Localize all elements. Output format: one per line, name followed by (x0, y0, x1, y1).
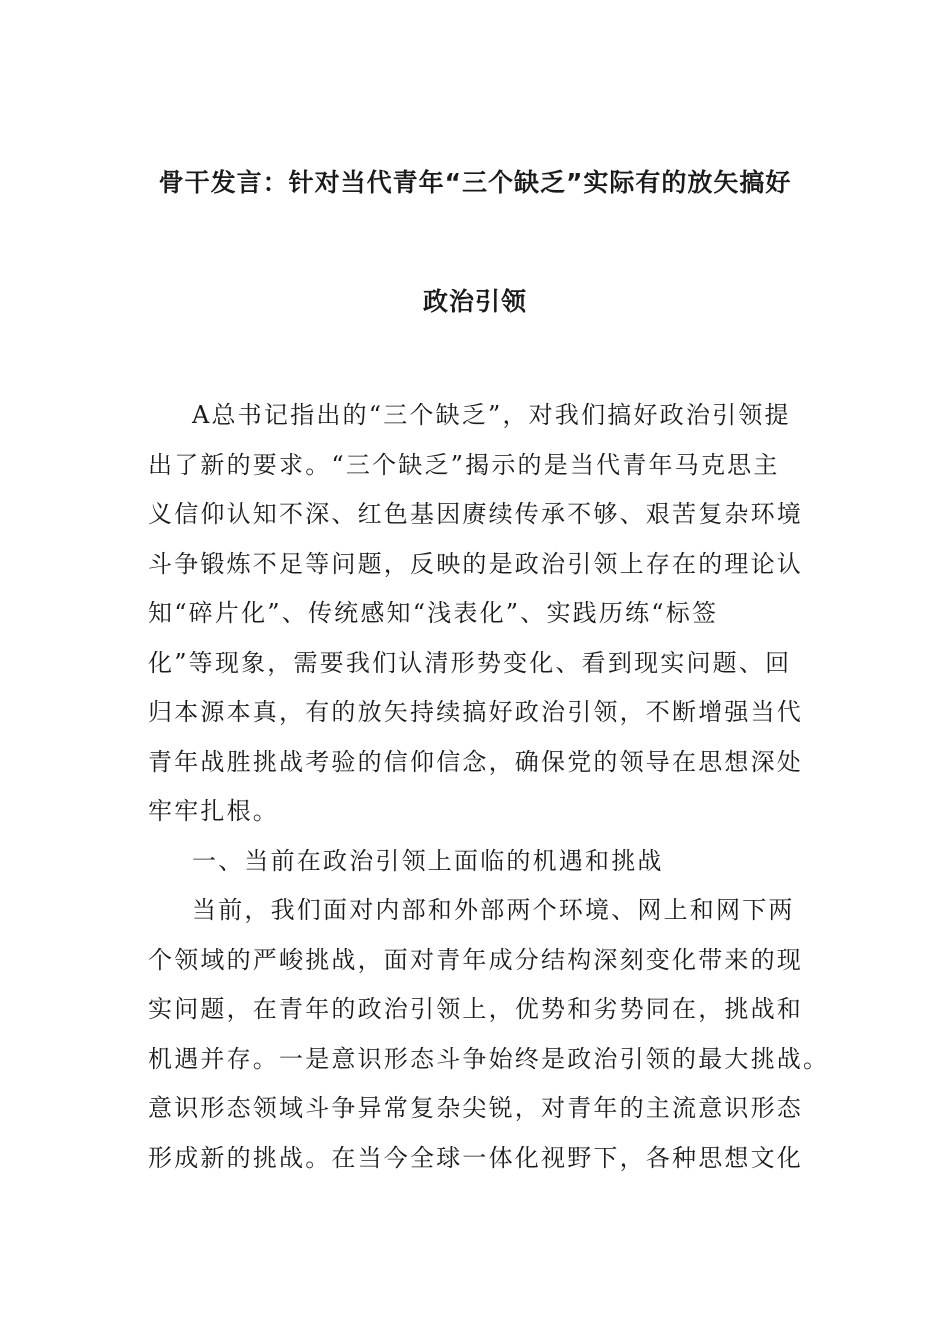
paragraph-line: 化”等现象，需要我们认清形势变化、看到现实问题、回 (148, 649, 792, 677)
section-heading: 一、当前在政治引领上面临的机遇和挑战 (192, 847, 664, 875)
paragraph-line: 实问题，在青年的政治引领上，优势和劣势同在，挑战和 (148, 995, 803, 1023)
document-title-line-1: 骨干发言：针对当代青年“三个缺乏”实际有的放矢搞好 (158, 168, 792, 197)
document-title-line-2: 政治引领 (422, 287, 527, 316)
paragraph-line: 出了新的要求。“三个缺乏”揭示的是当代青年马克思主 (148, 451, 780, 479)
paragraph-line: 知“碎片化”、传统感知“浅表化”、实践历练“标签 (148, 599, 719, 627)
paragraph-line: 归本源本真，有的放矢持续搞好政治引领，不断增强当代 (148, 698, 803, 726)
paragraph-line: 当前，我们面对内部和外部两个环境、网上和网下两 (192, 896, 795, 924)
paragraph-line: 个领域的严峻挑战，面对青年成分结构深刻变化带来的现 (148, 946, 803, 974)
paragraph-line: 青年战胜挑战考验的信仰信念，确保党的领导在思想深处 (148, 748, 803, 776)
paragraph-line: 斗争锻炼不足等问题，反映的是政治引领上存在的理论认 (148, 550, 803, 578)
paragraph-line: A总书记指出的“三个缺乏”，对我们搞好政治引领提 (192, 401, 791, 429)
paragraph-line: 形成新的挑战。在当今全球一体化视野下，各种思想文化 (148, 1144, 803, 1172)
paragraph-line: 机遇并存。一是意识形态斗争始终是政治引领的最大挑战。 (148, 1045, 830, 1073)
paragraph-line: 牢牢扎根。 (148, 797, 279, 825)
paragraph-line: 意识形态领域斗争异常复杂尖锐，对青年的主流意识形态 (148, 1094, 803, 1122)
paragraph-line: 义信仰认知不深、红色基因赓续传承不够、艰苦复杂环境 (148, 500, 803, 528)
